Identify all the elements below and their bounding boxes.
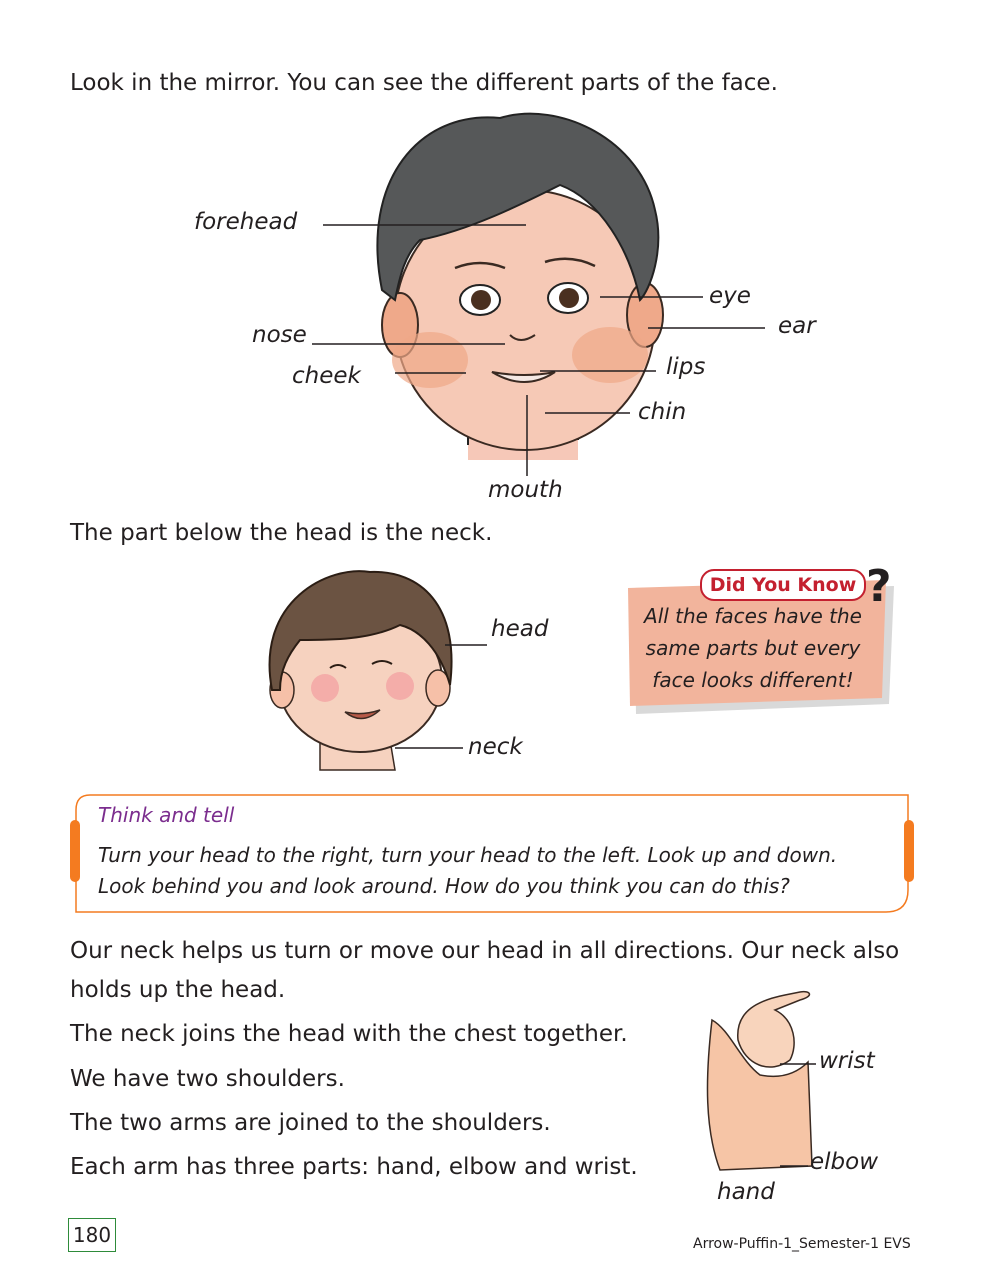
- label-elbow: elbow: [810, 1149, 879, 1175]
- page-number: 180: [68, 1218, 116, 1252]
- label-neck: neck: [468, 734, 523, 760]
- head-neck-illustration: [270, 571, 452, 770]
- label-hand: hand: [717, 1179, 775, 1205]
- neck-intro-sentence: The part below the head is the neck.: [70, 520, 493, 546]
- body-paragraph: holds up the head.: [70, 977, 286, 1003]
- label-cheek: cheek: [292, 363, 361, 389]
- label-nose: nose: [252, 322, 307, 348]
- did-you-know-title: Did You Know: [700, 569, 866, 601]
- think-and-tell-title: Think and tell: [98, 803, 235, 827]
- face-illustration: [377, 114, 663, 460]
- label-mouth: mouth: [488, 477, 563, 503]
- label-forehead: forehead: [194, 209, 298, 235]
- did-you-know-line: face looks different!: [652, 668, 854, 692]
- did-you-know-body: [628, 600, 878, 696]
- body-paragraph: We have two shoulders.: [70, 1066, 345, 1092]
- label-eye: eye: [709, 283, 751, 309]
- think-and-tell-line: Look behind you and look around. How do you think you can do this?: [98, 874, 790, 898]
- did-you-know-line: same parts but every: [645, 636, 861, 660]
- think-and-tell-line: Turn your head to the right, turn your head to the left. Look up and down.: [98, 843, 838, 867]
- body-paragraph: Our neck helps us turn or move our head in all directions. Our neck also: [70, 938, 900, 964]
- arm-illustration: [707, 992, 812, 1170]
- label-head: head: [491, 616, 549, 642]
- question-mark-icon: ?: [866, 561, 892, 612]
- body-paragraph: The neck joins the head with the chest together.: [70, 1021, 628, 1047]
- body-paragraph: Each arm has three parts: hand, elbow and wrist.: [70, 1154, 638, 1180]
- did-you-know-line: All the faces have the: [644, 604, 862, 628]
- footer-book-title: Arrow-Puffin-1_Semester-1 EVS: [693, 1236, 911, 1252]
- intro-sentence: Look in the mirror. You can see the different parts of the face.: [70, 70, 778, 96]
- label-ear: ear: [778, 313, 816, 339]
- label-wrist: wrist: [819, 1048, 875, 1074]
- body-paragraph: The two arms are joined to the shoulders.: [70, 1110, 551, 1136]
- label-lips: lips: [666, 354, 706, 380]
- label-chin: chin: [638, 399, 687, 425]
